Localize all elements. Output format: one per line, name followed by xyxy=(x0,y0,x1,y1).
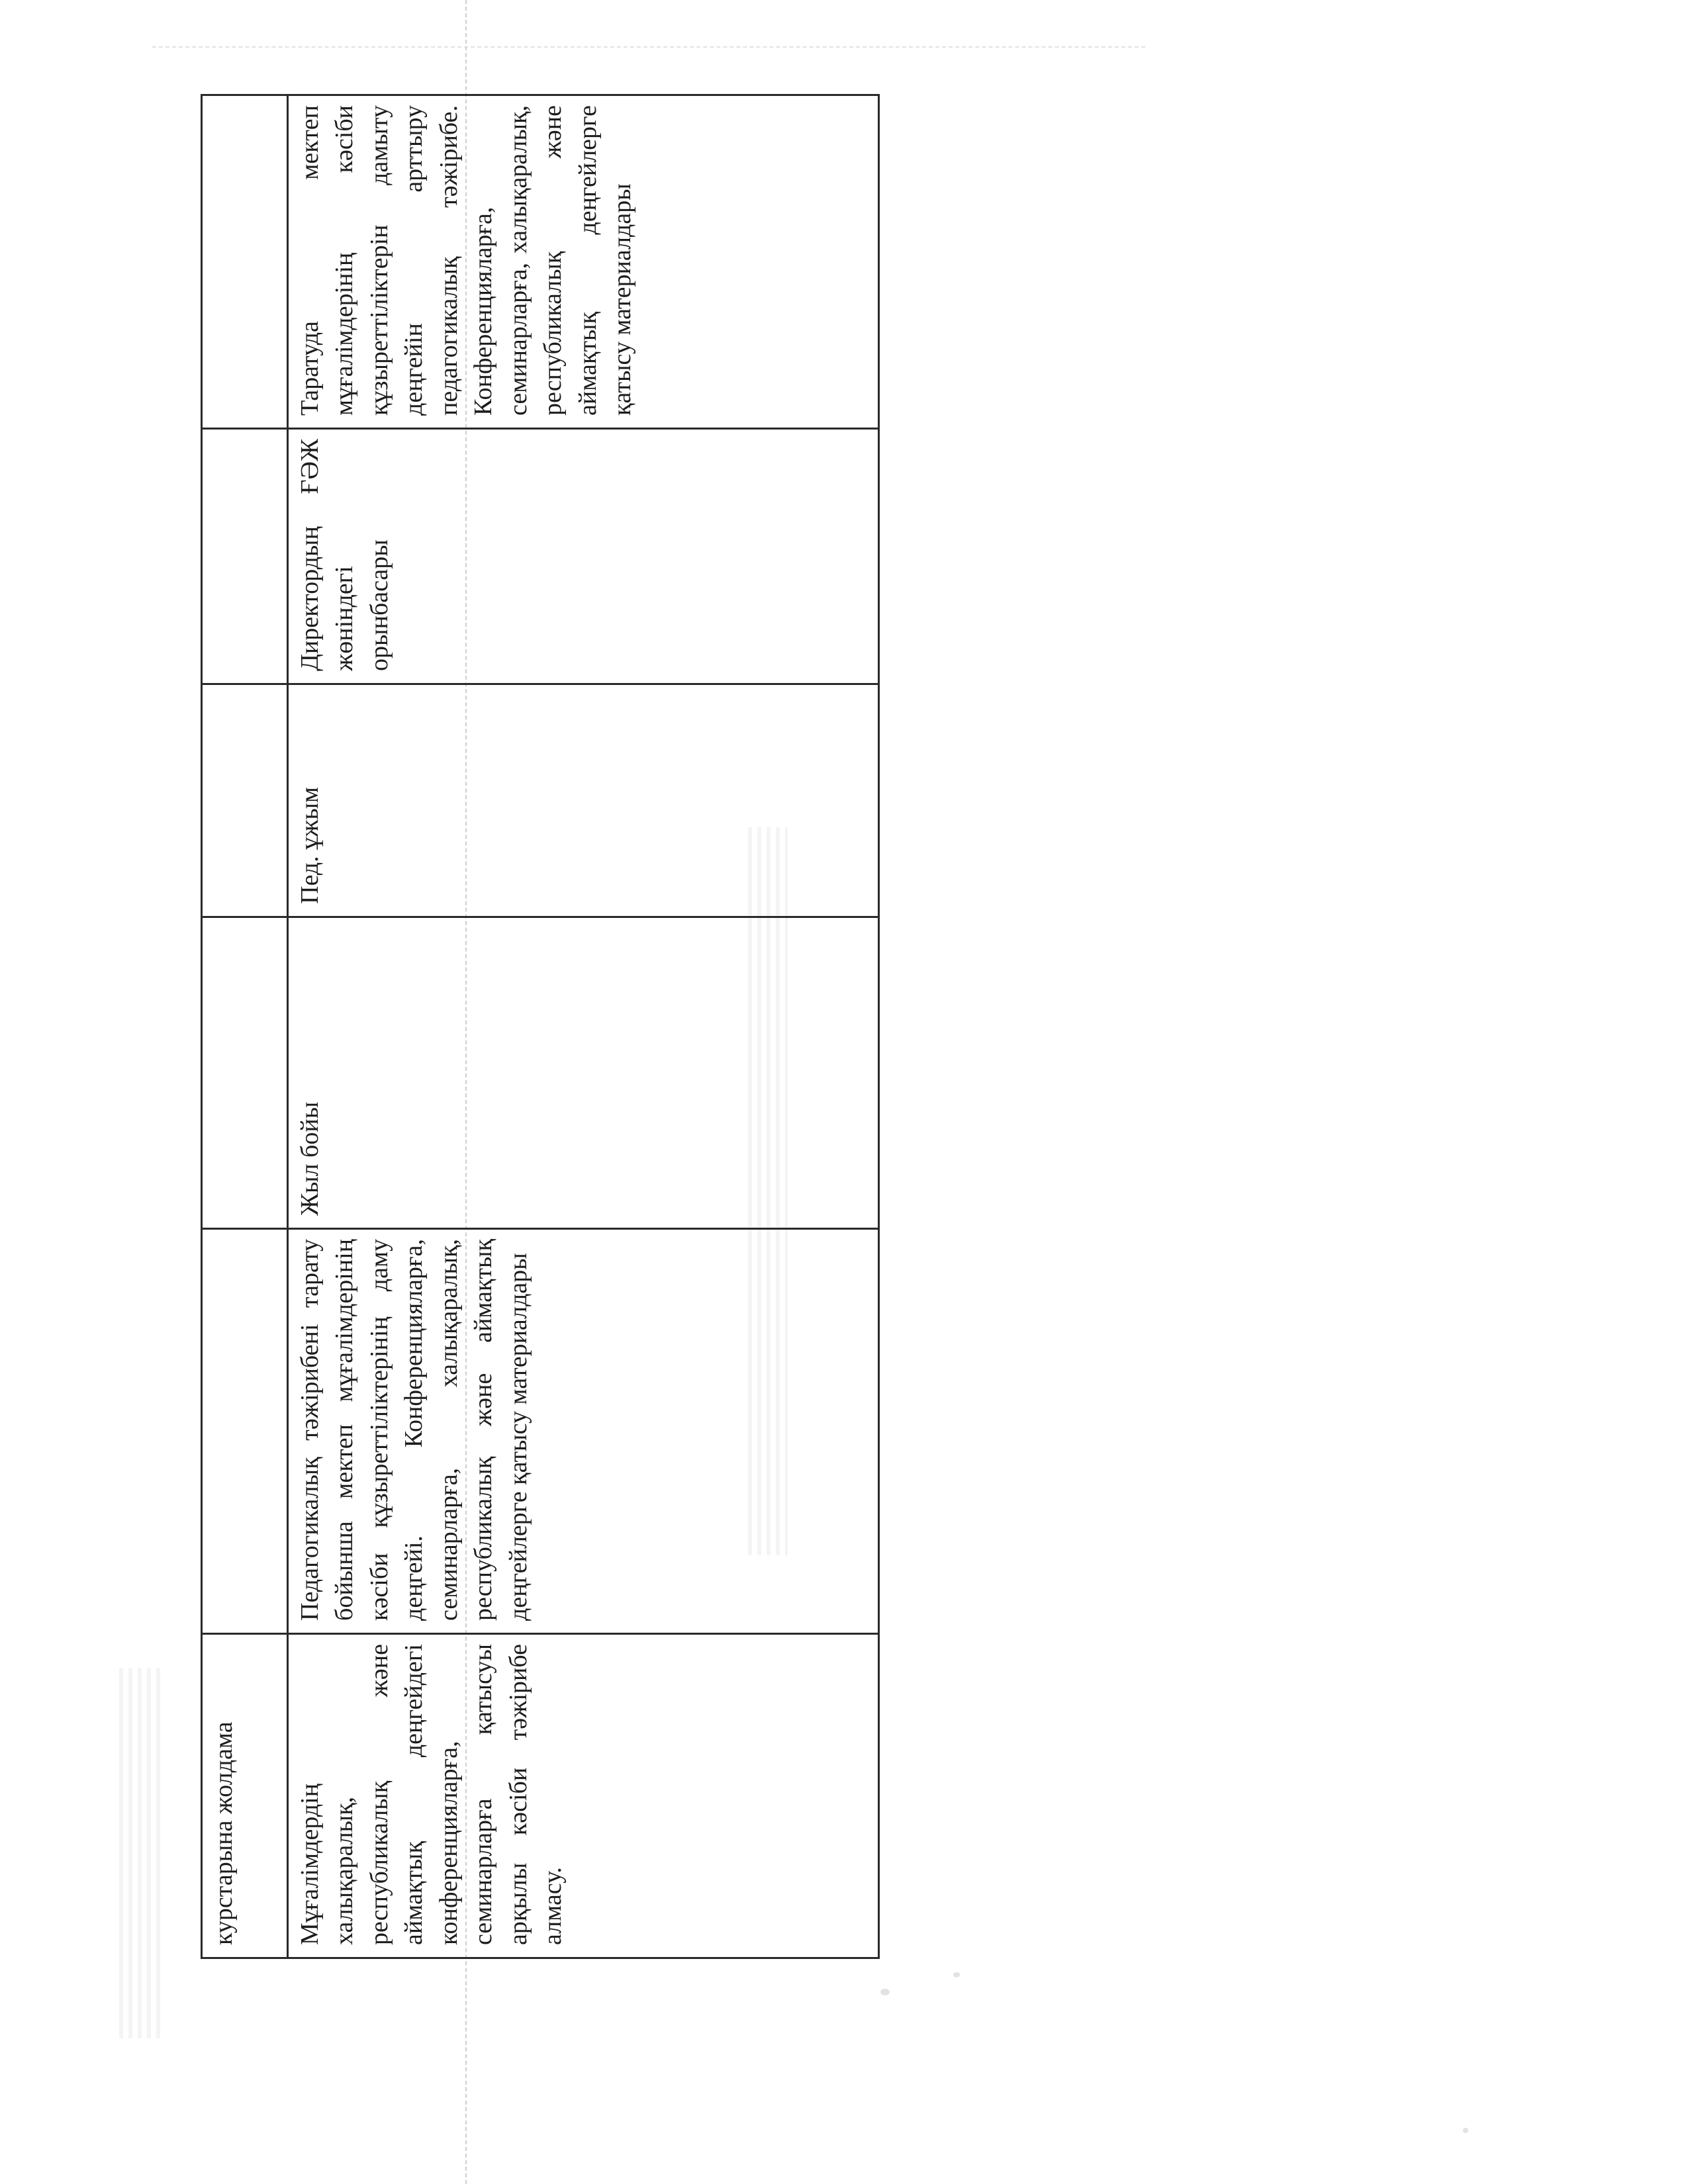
indicator-cell: Педагогикалық тәжірибені тарату бойынша мектеп мұғалімдерінің кәсіби құзыреттіліктерінің даму деңгейі. Конференцияларға, семинарларға, халықаралық, республикалық және аймақтық деңгейлерге қатысу материалдары xyxy=(288,1229,879,1634)
table-cell xyxy=(202,684,288,917)
table-cell: курстарына жолдама xyxy=(202,1634,288,1958)
table-cell xyxy=(202,95,288,429)
work-plan-table xyxy=(201,94,880,1959)
table-cell xyxy=(202,917,288,1229)
responsible-cell: Директордың ҒӘЖ жөніндегі орынбасары xyxy=(288,429,879,684)
table-cell xyxy=(202,429,288,684)
scan-speck xyxy=(880,1989,890,1995)
table-row xyxy=(288,95,879,1958)
scan-top-line xyxy=(152,46,1145,48)
participants-cell: Пед. ұжым xyxy=(288,684,879,917)
scan-ghost-text xyxy=(119,1668,165,2038)
activity-cell: Мұғалімдердің халықаралық, республикалық және аймақтық деңгейдегі конференцияларға, семинарларға қатысуы арқылы кәсіби тәжірибе алмасу. xyxy=(288,1634,879,1958)
result-cell: Таратуда мектеп мұғалімдерінің кәсіби құзыреттіліктерін дамыту деңгейін арттыру педагогикалық тәжірибе. Конференцияларға, семинарларға, халықаралық, республикалық және аймақтық деңгейлерге қатысу материалдары xyxy=(288,95,879,429)
rotated-document-page xyxy=(201,96,880,1959)
table-row xyxy=(202,95,288,1958)
scan-speck xyxy=(1463,2128,1468,2133)
scan-speck xyxy=(953,1972,960,1978)
table-cell xyxy=(202,1229,288,1634)
deadline-cell: Жыл бойы xyxy=(288,917,879,1229)
